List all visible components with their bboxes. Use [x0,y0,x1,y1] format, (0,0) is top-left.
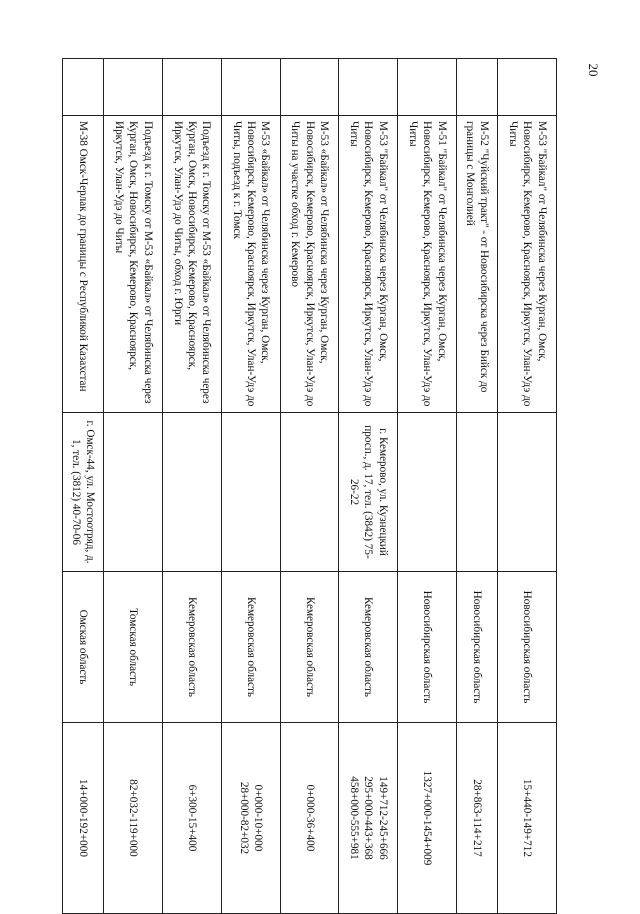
address-cell: г. Омск-44, ул. Мостоотряд, д. 1, тел. (3812) 40-70-06 [63,413,104,572]
region-cell: Новосибирская область [498,572,557,723]
roads-table [62,58,557,914]
region-cell: Омская область [63,572,104,723]
km-range-cell: 15+440-149+712 [498,723,557,914]
region-cell: Новосибирская область [456,572,497,723]
address-cell [221,413,280,572]
km-range-cell: 149+712-245+666 295+000-443+368 458+000-555+981 [339,723,398,914]
region-cell: Кемеровская область [339,572,398,723]
address-cell [104,413,163,572]
region-cell: Томская область [104,572,163,723]
address-cell [280,413,339,572]
table-row [498,59,557,914]
region-cell: Новосибирская область [398,572,457,723]
address-cell: г. Кемерово, ул. Кузнецкий просп., д. 17, тел. (3842) 75-26-22 [339,413,398,572]
km-range-cell: 82+032-119+000 [104,723,163,914]
road-name-cell: М-51 "Байкал" от Челябинска через Курган, Омск, Новосибирск, Кемерово, Красноярск, Иркутск, Улан-Удэ до Читы [398,116,457,413]
table-row [398,59,457,914]
address-cell [398,413,457,572]
row-number-cell [221,59,280,116]
row-number-cell [456,59,497,116]
km-range-cell: 0+000-36+400 [280,723,339,914]
road-name-cell: М-53 «Байкал» от Челябинска через Курган, Омск, Новосибирск, Кемерово, Красноярск, Иркутск, Улан-Удэ до Читы, подъезд к г. Томск [221,116,280,413]
table-row [339,59,398,914]
row-number-cell [163,59,222,116]
address-cell [498,413,557,572]
row-number-cell [280,59,339,116]
km-range-cell: 1327+000-1454+009 [398,723,457,914]
row-number-cell [339,59,398,116]
road-name-cell: Подъезд к г. Томску от М-53 «Байкал» от Челябинска через Курган, Омск, Новосибирск, Кемерово, Красноярск, Иркутск, Улан-Удэ до Читы, обход г. Юрги [163,116,222,413]
km-range-cell: 0+000-10+000 28+000-82+032 [221,723,280,914]
road-name-cell: М-53 «Байкал» от Челябинска через Курган, Омск, Новосибирск, Кемерово, Красноярск, Иркутск, Улан-Удэ до Читы на участке обход г. Кемерово [280,116,339,413]
row-number-cell [498,59,557,116]
km-range-cell: 28+863-114+217 [456,723,497,914]
row-number-cell [104,59,163,116]
table-row [104,59,163,914]
table-row [280,59,339,914]
row-number-cell [398,59,457,116]
region-cell: Кемеровская область [221,572,280,723]
road-name-cell: М-53 "Байкал" от Челябинска через Курган, Омск, Новосибирск, Кемерово, Красноярск, Иркутск, Улан-Удэ до Читы [339,116,398,413]
address-cell [163,413,222,572]
table-row [163,59,222,914]
km-range-cell: 6+300-15+400 [163,723,222,914]
table-row [456,59,497,914]
road-name-cell: М-53 "Байкал" от Челябинска через Курган, Омск, Новосибирск, Кемерово, Красноярск, Иркутск, Улан-Удэ до Читы [498,116,557,413]
document-table-container [62,58,557,866]
road-name-cell: М-38 Омск-Черлак до границы с Республикой Казахстан [63,116,104,413]
table-row [63,59,104,914]
region-cell: Кемеровская область [280,572,339,723]
km-range-cell: 14+000-192+000 [63,723,104,914]
rotated-table [62,58,557,866]
region-cell: Кемеровская область [163,572,222,723]
table-row [221,59,280,914]
address-cell [456,413,497,572]
road-name-cell: М-52 "Чуйский тракт" - от Новосибирска через Бийск до границы с Монголией [456,116,497,413]
page-number: 20 [586,63,601,77]
row-number-cell [63,59,104,116]
road-name-cell: Подъезд к г. Томску от М-53 «Байкал» от Челябинска через Курган, Омск, Новосибирск, Кемерово, Красноярск, Иркутск, Улан-Удэ до Читы [104,116,163,413]
